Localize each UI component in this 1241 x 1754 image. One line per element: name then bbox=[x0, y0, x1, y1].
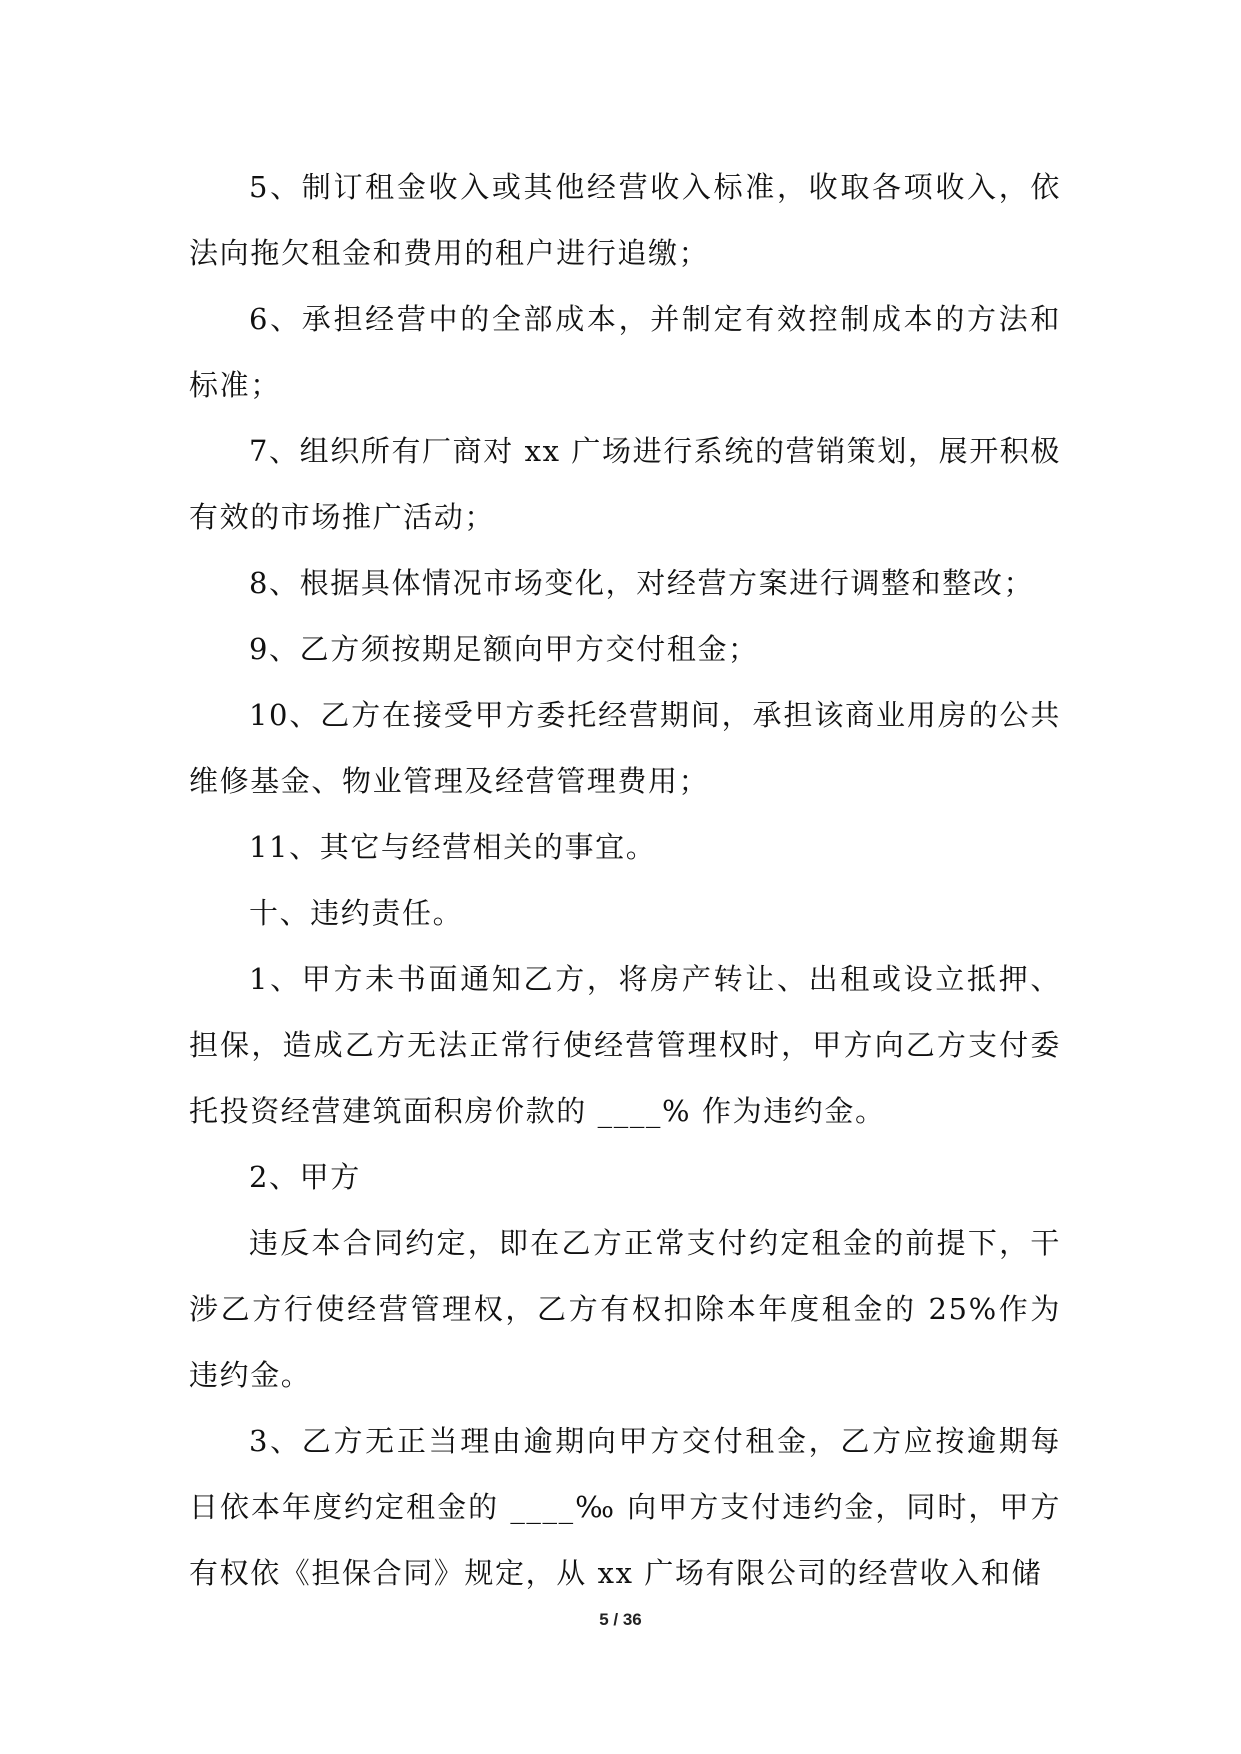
breach-clause-1: 1、甲方未书面通知乙方，将房产转让、出租或设立抵押、担保，造成乙方无法正常行使经营管理权时，甲方向乙方支付委托投资经营建筑面积房价款的 ____% 作为违约金。 bbox=[189, 962, 1061, 1128]
clause-11: 11、其它与经营相关的事宜。 bbox=[249, 830, 657, 864]
clause-10: 10、乙方在接受甲方委托经营期间，承担该商业用房的公共维修基金、物业管理及经营管理费用； bbox=[189, 698, 1061, 798]
page-number: 5 / 36 bbox=[599, 1610, 642, 1629]
document-body bbox=[189, 154, 1061, 1606]
section-heading-breach-liability: 十、违约责任。 bbox=[249, 896, 464, 930]
clause-6: 6、承担经营中的全部成本，并制定有效控制成本的方法和标准； bbox=[189, 302, 1061, 402]
breach-clause-2-heading: 2、甲方 bbox=[249, 1160, 361, 1194]
breach-clause-3: 3、乙方无正当理由逾期向甲方交付租金，乙方应按逾期每日依本年度约定租金的 ____‰ 向甲方支付违约金，同时，甲方有权依《担保合同》规定，从 xx 广场有限公司的经营收入和储 bbox=[189, 1424, 1061, 1590]
clause-5: 5、制订租金收入或其他经营收入标准，收取各项收入，依法向拖欠租金和费用的租户进行追缴； bbox=[189, 170, 1061, 270]
clause-9: 9、乙方须按期足额向甲方交付租金； bbox=[249, 632, 759, 666]
clause-7: 7、组织所有厂商对 xx 广场进行系统的营销策划，展开积极有效的市场推广活动； bbox=[189, 434, 1061, 534]
breach-clause-2-body: 违反本合同约定，即在乙方正常支付约定租金的前提下，干涉乙方行使经营管理权，乙方有权扣除本年度租金的 25%作为违约金。 bbox=[189, 1226, 1061, 1392]
clause-8: 8、根据具体情况市场变化，对经营方案进行调整和整改； bbox=[249, 566, 1035, 600]
